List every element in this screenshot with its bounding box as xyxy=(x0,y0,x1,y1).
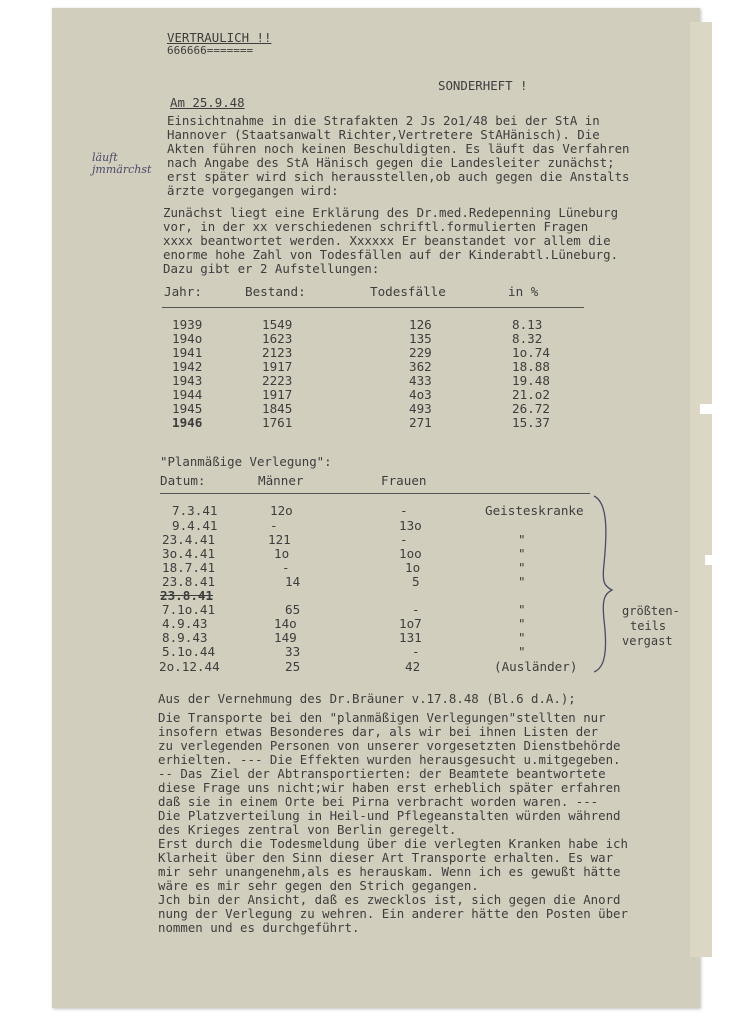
col-header-women: Frauen xyxy=(381,473,427,488)
cell-date: 7.3.41 xyxy=(172,503,218,518)
cell-deaths: 135 xyxy=(409,331,432,346)
cell-women: - xyxy=(412,602,420,617)
text-line: nach Angabe des StA Hänisch gegen die Landesleiter zunächst; xyxy=(167,155,615,170)
cell-men: 33 xyxy=(285,644,301,659)
table-row xyxy=(0,346,739,359)
cell-year: 194o xyxy=(172,331,203,346)
handwritten-brace xyxy=(592,494,614,674)
cell-population: 2123 xyxy=(262,345,293,360)
cell-men: - xyxy=(270,518,278,533)
cell-year: 1945 xyxy=(172,401,203,416)
cell-percent: 18.88 xyxy=(512,359,550,374)
cell-women: 42 xyxy=(405,659,421,674)
col-header-deaths: Todesfälle xyxy=(370,284,446,299)
transfer-table-title: "Planmäßige Verlegung": xyxy=(160,454,332,469)
cell-men: 12o xyxy=(270,503,293,518)
table-row xyxy=(0,318,739,331)
cell-date: 23.8.41 xyxy=(162,574,216,589)
text-line: erst später wird sich herausstellen,ob auch gegen die Anstalts xyxy=(167,169,630,184)
text-line: enorme hohe Zahl von Todesfällen auf der Kinderabtl.Lüneburg. xyxy=(163,247,619,262)
cell-year: 1942 xyxy=(172,359,203,374)
text-line: daß sie in einem Orte bei Pirna verbracht worden waren. --- xyxy=(158,794,599,809)
cell-note: " xyxy=(518,644,526,659)
cell-date: 5.1o.44 xyxy=(162,644,216,659)
special-issue-label: SONDERHEFT ! xyxy=(438,78,528,93)
paper-torn-edge xyxy=(690,22,712,957)
cell-date: 4.9.43 xyxy=(162,616,208,631)
table-rule xyxy=(160,493,590,494)
cell-men: 14 xyxy=(285,574,301,589)
text-line: Zunächst liegt eine Erklärung des Dr.med.Redepenning Lüneburg xyxy=(163,205,619,220)
cell-women: 5 xyxy=(412,574,420,589)
margin-note-line: läuft xyxy=(92,151,118,164)
cell-percent: 19.48 xyxy=(512,373,550,388)
text-line: zu verlegenden Personen von unserer vorgesetzten Dienstbehörde xyxy=(158,738,621,753)
cell-men: 65 xyxy=(285,602,301,617)
table-row xyxy=(0,360,739,373)
side-note xyxy=(622,604,680,649)
table-row xyxy=(0,402,739,415)
text-line: mir sehr unangenehm,als es herauskam. Wenn ich es gewußt hätte xyxy=(158,864,621,879)
cell-note: " xyxy=(518,546,526,561)
cell-women: - xyxy=(412,644,420,659)
text-line: vor, in der xx verschiedenen schriftl.formulierten Fragen xyxy=(163,219,589,234)
text-line: nommen und es durchgeführt. xyxy=(158,920,360,935)
cell-note: " xyxy=(518,616,526,631)
table-row xyxy=(0,332,739,345)
cell-deaths: 493 xyxy=(409,401,432,416)
col-header-population: Bestand: xyxy=(245,284,306,299)
text-line: Akten führen noch keinen Beschuldigten. Es läuft das Verfahren xyxy=(167,141,630,156)
text-line: nung der Verlegung zu wehren. Ein anderer hätte den Posten über xyxy=(158,906,628,921)
cell-date: 23.4.41 xyxy=(162,532,216,547)
cell-note: " xyxy=(518,630,526,645)
confidential-underline: 666666======= xyxy=(167,44,254,57)
cell-percent: 1o.74 xyxy=(512,345,550,360)
table-row xyxy=(0,533,739,546)
cell-note: " xyxy=(518,574,526,589)
cell-women: - xyxy=(400,503,408,518)
cell-deaths: 362 xyxy=(409,359,432,374)
table-row xyxy=(0,374,739,387)
side-note-line: größten- xyxy=(622,604,680,618)
cell-population: 1845 xyxy=(262,401,293,416)
cell-women: - xyxy=(400,532,408,547)
cell-population: 1549 xyxy=(262,317,293,332)
cell-note: " xyxy=(518,532,526,547)
cell-note: Geisteskranke xyxy=(485,503,584,518)
cell-date: 7.1o.41 xyxy=(162,602,216,617)
text-line: Erst durch die Todesmeldung über die verlegten Kranken habe ich xyxy=(158,836,628,851)
cell-population: 1761 xyxy=(262,415,293,430)
confidential-stamp: VERTRAULICH !! xyxy=(167,30,272,45)
cell-date: 8.9.43 xyxy=(162,630,208,645)
cell-men: 25 xyxy=(285,659,301,674)
cell-men: 149 xyxy=(274,630,297,645)
text-line: insofern etwas Besonderes dar, als wir bei ihnen Listen der xyxy=(158,724,599,739)
cell-population: 1623 xyxy=(262,331,293,346)
cell-date: 18.7.41 xyxy=(162,560,216,575)
cell-year: 1946 xyxy=(172,415,203,430)
cell-year: 1939 xyxy=(172,317,203,332)
cell-deaths: 229 xyxy=(409,345,432,360)
cell-deaths: 271 xyxy=(409,415,432,430)
cell-men: - xyxy=(282,560,290,575)
text-line: diese Frage uns nicht;wir haben erst erheblich später erfahren xyxy=(158,780,621,795)
text-line: des Krieges zentral von Berlin geregelt. xyxy=(158,822,457,837)
text-line: Einsichtnahme in die Strafakten 2 Js 2o1/48 bei der StA in xyxy=(167,113,600,128)
table-row xyxy=(0,660,739,673)
cell-percent: 8.13 xyxy=(512,317,543,332)
cell-percent: 15.37 xyxy=(512,415,550,430)
text-line: erhielten. --- Die Effekten wurden herausgesucht u.mitgegeben. xyxy=(158,752,621,767)
cell-women: 1oo xyxy=(399,546,422,561)
cell-note: " xyxy=(518,602,526,617)
cell-date: 3o.4.41 xyxy=(162,546,216,561)
cell-deaths: 4o3 xyxy=(409,387,432,402)
table-row xyxy=(0,547,739,560)
table-rule xyxy=(162,307,584,308)
text-line: xxxx beantwortet werden. Xxxxxx Er beanstandet vor allem die xyxy=(163,233,611,248)
cell-percent: 26.72 xyxy=(512,401,550,416)
table-row xyxy=(0,416,739,429)
cell-population: 2223 xyxy=(262,373,293,388)
cell-deaths: 126 xyxy=(409,317,432,332)
side-note-line: vergast xyxy=(622,634,673,648)
margin-note-line: jmmärchst xyxy=(92,163,152,176)
cell-population: 1917 xyxy=(262,387,293,402)
cell-population: 1917 xyxy=(262,359,293,374)
table-row xyxy=(0,519,739,532)
cell-percent: 8.32 xyxy=(512,331,543,346)
text-line: Die Transporte bei den "planmäßigen Verlegungen"stellten nur xyxy=(158,710,606,725)
table-row xyxy=(0,561,739,574)
side-note-line: teils xyxy=(630,619,667,633)
cell-date: 9.4.41 xyxy=(172,518,218,533)
cell-percent: 21.o2 xyxy=(512,387,550,402)
table-header xyxy=(0,285,739,298)
table-row xyxy=(0,504,739,517)
text-line: Jch bin der Ansicht, daß es zwecklos ist, sich gegen die Anord xyxy=(158,892,621,907)
col-header-percent: in % xyxy=(508,284,539,299)
text-line: -- Das Ziel der Abtransportierten: der Beamtete beantwortete xyxy=(158,766,606,781)
cell-men: 14o xyxy=(274,616,297,631)
cell-date-struck: 23.8.41 xyxy=(160,588,214,603)
table-header xyxy=(0,474,739,487)
cell-note: (Ausländer) xyxy=(494,659,578,674)
text-line: ärzte vorgegangen wird: xyxy=(167,183,339,198)
table-row xyxy=(0,388,739,401)
text-line: wäre es mir sehr gegen den Strich gegangen. xyxy=(158,878,479,893)
cell-women: 13o xyxy=(399,518,422,533)
col-header-men: Männer xyxy=(258,473,304,488)
text-line: Hannover (Staatsanwalt Richter,Vertretere StAHänisch). Die xyxy=(167,127,600,142)
table-row xyxy=(0,575,739,588)
testimony-heading: Aus der Vernehmung des Dr.Bräuner v.17.8.48 (Bl.6 d.A.); xyxy=(158,691,576,706)
cell-date: 2o.12.44 xyxy=(159,659,220,674)
cell-women: 1o xyxy=(405,560,421,575)
cell-men: 121 xyxy=(268,532,291,547)
document-date: Am 25.9.48 xyxy=(170,95,245,110)
cell-year: 1944 xyxy=(172,387,203,402)
cell-deaths: 433 xyxy=(409,373,432,388)
text-line: Klarheit über den Sinn dieser Art Transporte erhalten. Es war xyxy=(158,850,614,865)
cell-note: " xyxy=(518,560,526,575)
text-line: Die Platzverteilung in Heil-und Pflegeanstalten würden während xyxy=(158,808,621,823)
cell-year: 1943 xyxy=(172,373,203,388)
margin-note xyxy=(92,152,151,176)
cell-women: 131 xyxy=(399,630,422,645)
col-header-year: Jahr: xyxy=(164,284,202,299)
cell-men: 1o xyxy=(274,546,290,561)
cell-year: 1941 xyxy=(172,345,203,360)
cell-women: 1o7 xyxy=(399,616,422,631)
table-row xyxy=(0,589,739,602)
text-line: Dazu gibt er 2 Aufstellungen: xyxy=(163,261,380,276)
col-header-date: Datum: xyxy=(160,473,206,488)
